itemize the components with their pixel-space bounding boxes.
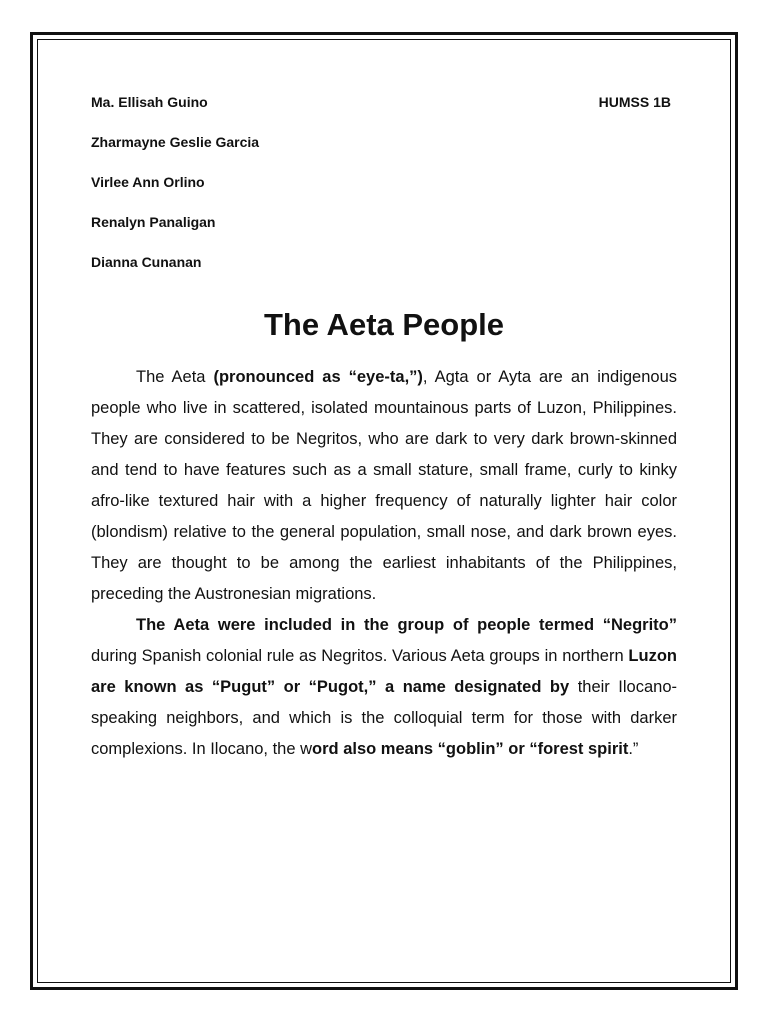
author-line xyxy=(91,212,671,252)
paragraph-text: The Aeta xyxy=(136,368,214,386)
paragraph-text: .” xyxy=(628,740,639,758)
paragraph-1 xyxy=(91,362,677,610)
author-line xyxy=(91,172,671,212)
paragraph-text: , Agta or Ayta are an indigenous people who live in scattered, isolated mountainous parts of Luzon, Philippines. They are considered to be Negritos, who are dark to very dark brown-skinned and tend to have features such as a small stature, small frame, curly to kinky afro-like textured hair with a higher frequency of naturally lighter hair color (blondism) relative to the general population, small nose, and dark brown eyes. They are thought to be among the earliest inhabitants of the Philippines, preceding the Austronesian migrations. xyxy=(91,368,678,603)
author-line xyxy=(91,92,671,132)
document-title: The Aeta People xyxy=(263,307,505,342)
document-body xyxy=(91,362,677,765)
author-name: Virlee Ann Orlino xyxy=(91,174,205,190)
bold-text: ord also means “goblin” or “forest spirit xyxy=(312,740,629,758)
bold-text: The Aeta were included in the group of people termed “Negrito” xyxy=(136,616,677,634)
bold-text: Luzon are known as “Pugut” or “Pugot,” a name designated by xyxy=(91,647,677,696)
author-name: Dianna Cunanan xyxy=(91,254,202,270)
author-name: Renalyn Panaligan xyxy=(91,214,216,230)
author-list xyxy=(91,92,671,292)
author-line xyxy=(91,252,671,292)
paragraph-2 xyxy=(91,610,677,765)
paragraph-text: during Spanish colonial rule as Negritos. Various Aeta groups in northern xyxy=(91,647,629,665)
class-section: HUMSS 1B xyxy=(598,94,671,110)
author-name: Ma. Ellisah Guino xyxy=(91,94,208,110)
author-line xyxy=(91,132,671,172)
pronunciation-text: (pronounced as “eye-ta,”) xyxy=(213,368,423,386)
author-name: Zharmayne Geslie Garcia xyxy=(91,134,260,150)
paragraph-text: their Ilocano-speaking neighbors, and which is the colloquial term for those with darker complexions. In Ilocano, the w xyxy=(91,678,678,758)
